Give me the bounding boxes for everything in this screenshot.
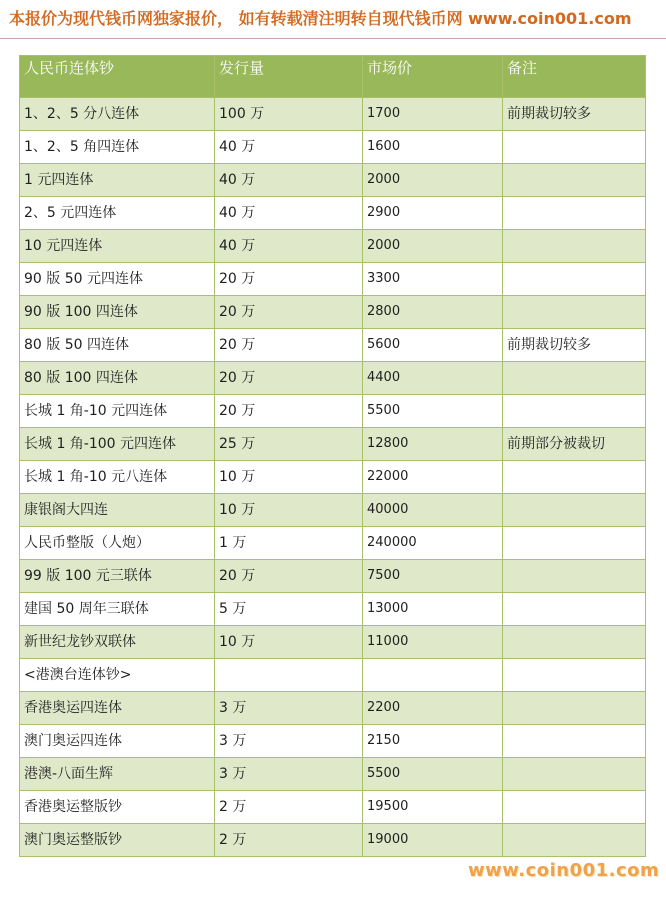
- issue-volume-cell: 10 万: [215, 461, 363, 494]
- remark-cell: [503, 197, 646, 230]
- remark-cell: 前期部分被裁切: [503, 428, 646, 461]
- column-header: 市场价: [363, 56, 503, 98]
- remark-cell: [503, 692, 646, 725]
- remark-cell: [503, 131, 646, 164]
- remark-cell: [503, 659, 646, 692]
- table-row: [20, 461, 646, 494]
- market-price-cell: 19500: [363, 791, 503, 824]
- remark-cell: [503, 791, 646, 824]
- copyright-notice: 本报价为现代钱币网独家报价， 如有转载清注明转自现代钱币网 www.coin001.com: [9, 9, 632, 28]
- market-price-cell: 1600: [363, 131, 503, 164]
- column-header: 发行量: [215, 56, 363, 98]
- issue-volume-cell: 40 万: [215, 197, 363, 230]
- remark-cell: [503, 362, 646, 395]
- table-row: [20, 362, 646, 395]
- banknote-name-cell: 建国 50 周年三联体: [20, 593, 215, 626]
- remark-cell: [503, 164, 646, 197]
- market-price-cell: 22000: [363, 461, 503, 494]
- issue-volume-cell: 40 万: [215, 230, 363, 263]
- issue-volume-cell: 20 万: [215, 263, 363, 296]
- issue-volume-cell: 1 万: [215, 527, 363, 560]
- remark-cell: 前期裁切较多: [503, 98, 646, 131]
- table-row: [20, 527, 646, 560]
- remark-cell: [503, 593, 646, 626]
- banknote-name-cell: 80 版 50 四连体: [20, 329, 215, 362]
- table-row: [20, 725, 646, 758]
- issue-volume-cell: 20 万: [215, 329, 363, 362]
- banknote-name-cell: 1、2、5 分八连体: [20, 98, 215, 131]
- table-row: [20, 230, 646, 263]
- banknote-name-cell: 香港奥运四连体: [20, 692, 215, 725]
- banknote-name-cell: 90 版 100 四连体: [20, 296, 215, 329]
- banknote-name-cell: 康银阁大四连: [20, 494, 215, 527]
- table-row: [20, 560, 646, 593]
- table-row: [20, 329, 646, 362]
- remark-cell: [503, 395, 646, 428]
- table-row: [20, 263, 646, 296]
- issue-volume-cell: 20 万: [215, 296, 363, 329]
- market-price-cell: 1700: [363, 98, 503, 131]
- remark-cell: [503, 560, 646, 593]
- banknote-name-cell: 人民币整版（人炮）: [20, 527, 215, 560]
- issue-volume-cell: 20 万: [215, 560, 363, 593]
- table-row: [20, 791, 646, 824]
- remark-cell: [503, 296, 646, 329]
- table-row: [20, 494, 646, 527]
- table-row: [20, 692, 646, 725]
- banknote-name-cell: 长城 1 角-10 元四连体: [20, 395, 215, 428]
- issue-volume-cell: 100 万: [215, 98, 363, 131]
- table-row: [20, 593, 646, 626]
- issue-volume-cell: 5 万: [215, 593, 363, 626]
- issue-volume-cell: 40 万: [215, 131, 363, 164]
- divider: [0, 38, 666, 39]
- banknote-name-cell: 2、5 元四连体: [20, 197, 215, 230]
- table-row: [20, 164, 646, 197]
- remark-cell: [503, 461, 646, 494]
- table-row: [20, 428, 646, 461]
- banknote-name-cell: 1 元四连体: [20, 164, 215, 197]
- column-header: 备注: [503, 56, 646, 98]
- banknote-name-cell: <港澳台连体钞>: [20, 659, 215, 692]
- market-price-cell: 40000: [363, 494, 503, 527]
- remark-cell: [503, 263, 646, 296]
- remark-cell: [503, 527, 646, 560]
- banknote-name-cell: 90 版 50 元四连体: [20, 263, 215, 296]
- market-price-cell: [363, 659, 503, 692]
- watermark-logo: www.coin001.com: [468, 860, 660, 881]
- market-price-cell: 2000: [363, 230, 503, 263]
- table-header-row: [20, 56, 646, 98]
- banknote-name-cell: 港澳-八面生辉: [20, 758, 215, 791]
- remark-cell: [503, 626, 646, 659]
- table-row: [20, 131, 646, 164]
- table-row: [20, 296, 646, 329]
- banknote-name-cell: 新世纪龙钞双联体: [20, 626, 215, 659]
- issue-volume-cell: 3 万: [215, 692, 363, 725]
- table-row: [20, 824, 646, 857]
- banknote-name-cell: 10 元四连体: [20, 230, 215, 263]
- remark-cell: 前期裁切较多: [503, 329, 646, 362]
- table-row: [20, 395, 646, 428]
- table-row: [20, 626, 646, 659]
- market-price-cell: 5600: [363, 329, 503, 362]
- banknote-name-cell: 长城 1 角-10 元八连体: [20, 461, 215, 494]
- issue-volume-cell: 40 万: [215, 164, 363, 197]
- banknote-name-cell: 80 版 100 四连体: [20, 362, 215, 395]
- banknote-name-cell: 99 版 100 元三联体: [20, 560, 215, 593]
- market-price-cell: 19000: [363, 824, 503, 857]
- banknote-name-cell: 香港奥运整版钞: [20, 791, 215, 824]
- market-price-cell: 13000: [363, 593, 503, 626]
- remark-cell: [503, 230, 646, 263]
- remark-cell: [503, 725, 646, 758]
- issue-volume-cell: 25 万: [215, 428, 363, 461]
- issue-volume-cell: 3 万: [215, 725, 363, 758]
- market-price-cell: 5500: [363, 395, 503, 428]
- price-table: [19, 55, 646, 857]
- market-price-cell: 240000: [363, 527, 503, 560]
- table-row: [20, 197, 646, 230]
- banknote-name-cell: 长城 1 角-100 元四连体: [20, 428, 215, 461]
- banknote-name-cell: 1、2、5 角四连体: [20, 131, 215, 164]
- issue-volume-cell: 10 万: [215, 626, 363, 659]
- table-row: [20, 659, 646, 692]
- market-price-cell: 2800: [363, 296, 503, 329]
- market-price-cell: 5500: [363, 758, 503, 791]
- issue-volume-cell: [215, 659, 363, 692]
- issue-volume-cell: 2 万: [215, 824, 363, 857]
- table-row: [20, 758, 646, 791]
- issue-volume-cell: 2 万: [215, 791, 363, 824]
- remark-cell: [503, 824, 646, 857]
- remark-cell: [503, 494, 646, 527]
- market-price-cell: 2200: [363, 692, 503, 725]
- banknote-name-cell: 澳门奥运整版钞: [20, 824, 215, 857]
- column-header: 人民币连体钞: [20, 56, 215, 98]
- table-row: [20, 98, 646, 131]
- issue-volume-cell: 20 万: [215, 362, 363, 395]
- market-price-cell: 2150: [363, 725, 503, 758]
- market-price-cell: 2900: [363, 197, 503, 230]
- issue-volume-cell: 20 万: [215, 395, 363, 428]
- remark-cell: [503, 758, 646, 791]
- market-price-cell: 2000: [363, 164, 503, 197]
- market-price-cell: 12800: [363, 428, 503, 461]
- banknote-name-cell: 澳门奥运四连体: [20, 725, 215, 758]
- market-price-cell: 3300: [363, 263, 503, 296]
- market-price-cell: 4400: [363, 362, 503, 395]
- market-price-cell: 7500: [363, 560, 503, 593]
- issue-volume-cell: 10 万: [215, 494, 363, 527]
- issue-volume-cell: 3 万: [215, 758, 363, 791]
- market-price-cell: 11000: [363, 626, 503, 659]
